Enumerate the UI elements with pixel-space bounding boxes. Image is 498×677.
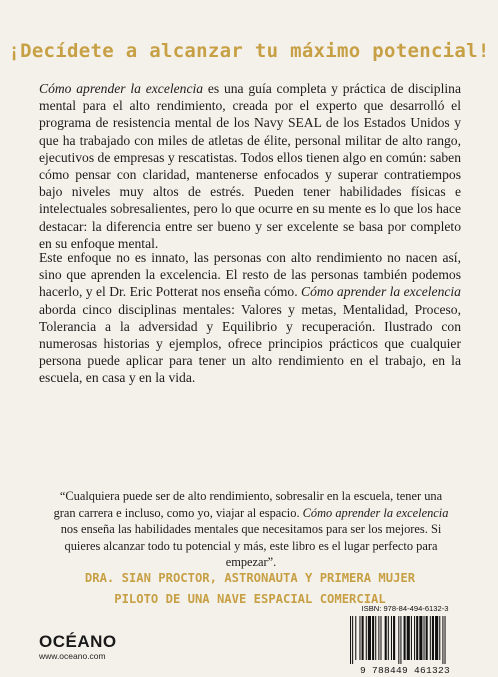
book-title-italic: Cómo aprender la excelencia <box>39 81 204 96</box>
description-paragraph-1 <box>39 80 461 252</box>
attribution-line-1: DRA. SIAN PROCTOR, ASTRONAUTA Y PRIMERA MUJER <box>84 571 416 585</box>
publisher-website: www.oceano.com <box>39 651 106 661</box>
endorsement-quote <box>52 488 450 571</box>
book-title-italic: Cómo aprender la excelencia <box>302 505 449 520</box>
headline: ¡Decídete a alcanzar tu máximo potencial! <box>8 40 490 62</box>
isbn-label: ISBN: 978-84-494-6132-3 <box>361 604 449 613</box>
paragraph-2-text-after: aborda cinco disciplinas mentales: Valores y metas, Mentalidad, Proceso, Tolerancia a la adversidad y Equilibrio y recuperación. Ilustrado con numerosas historias y ejemplos, ofrece principios prácticos que cualquier persona puede aplicar para tener un alto rendimiento en el trabajo, en la escuela, en casa y en la vida. <box>39 301 461 386</box>
ean-digits: 9 788449 461323 <box>359 665 450 676</box>
isbn-block <box>346 604 464 676</box>
paragraph-1-text: es una guía completa y práctica de disciplina mental para el alto rendimiento, creada por el experto que desarrolló el programa de resistencia mental de los Navy SEAL de los Estados Unidos y que ha trabajado con miles de atletas de élite, personal militar de alto rango, ejecutivos de empresas y rescatistas. Todos ellos tienen algo en común: saben cómo pensar con claridad, mantenerse enfocados y superar contratiempos bajo niveles muy altos de estrés. Pueden tener habilidades físicas e intelectuales sobresalientes, pero lo que ocurre en su mente es lo que los hace destacar: la diferencia entre ser bueno y ser excelente se basa por completo en su enfoque mental. <box>39 81 461 251</box>
book-title-italic: Cómo aprender la excelencia <box>301 284 461 300</box>
quote-text-after: nos enseña las habilidades mentales que necesitamos para ser los mejores. Si quieres alcanzar todo tu potencial y más, este libro es el lugar perfecto para empezar”. <box>60 522 442 570</box>
publisher-logo: OCÉANO <box>39 632 117 651</box>
quote-text-before: “Cualquiera puede ser de alto rendimiento, sobresalir en la escuela, tener una gran carrera e incluso, como yo, viajar al espacio. <box>53 489 443 520</box>
attribution-line-2: PILOTO DE UNA NAVE ESPACIAL COMERCIAL <box>114 592 386 606</box>
paragraph-2-text-before: Este enfoque no es innato, las personas con alto rendimiento no nacen así, sino que aprenden la excelencia. El resto de las personas también podemos hacerlo, y el Dr. Eric Potterat nos enseña cómo. <box>39 250 461 300</box>
publisher-block <box>39 633 117 661</box>
description-paragraph-2 <box>39 249 461 387</box>
barcode-icon <box>346 616 464 664</box>
